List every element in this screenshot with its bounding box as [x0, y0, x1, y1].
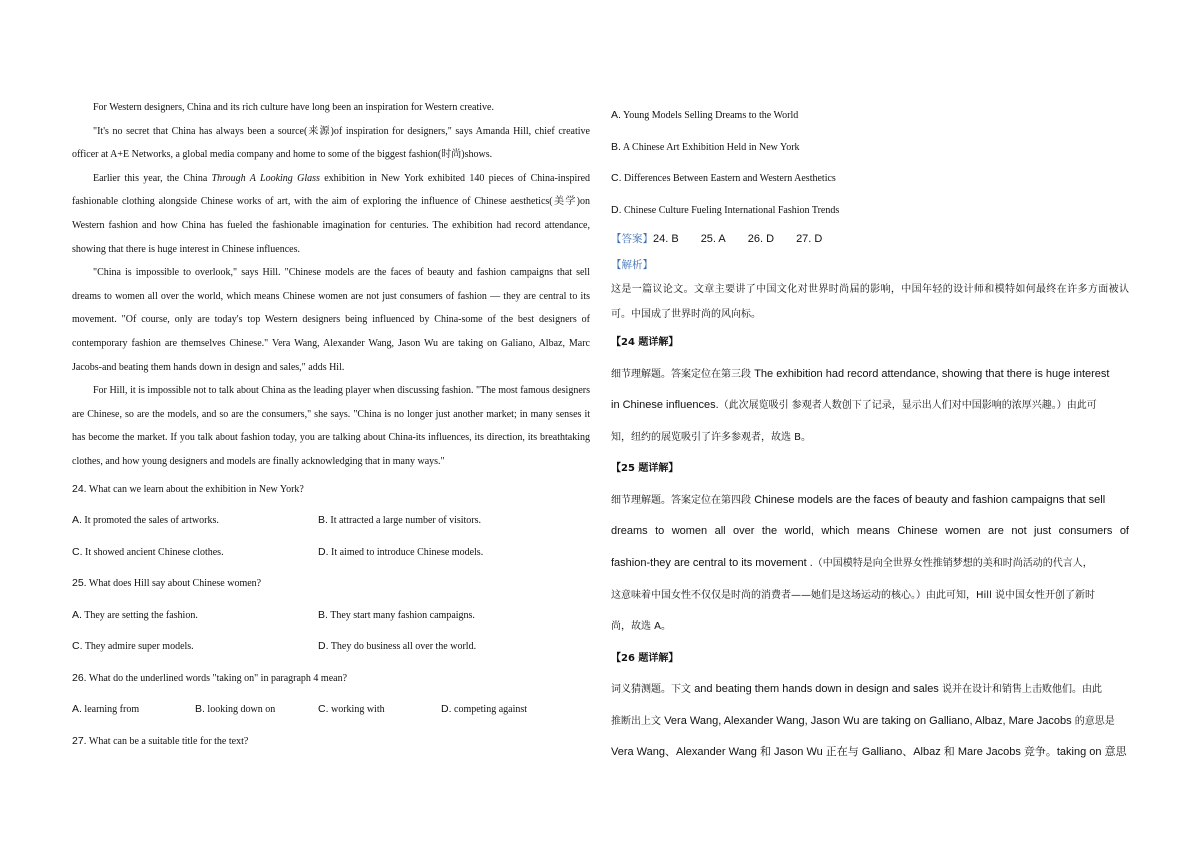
- question-25: [72, 568, 590, 663]
- option-b[interactable]: B. They start many fashion campaigns.: [318, 608, 475, 621]
- passage-paragraph-2: "It's no secret that China has always been a source(来源)of inspiration for designers," says Amanda Hill, chief creative officer at A+E Networks, a global media company and home to some of the biggest fashion(时尚)shows.: [72, 125, 590, 161]
- question-number: 26.: [72, 671, 87, 684]
- option-a[interactable]: A. They are setting the fashion.: [72, 608, 198, 621]
- option-b[interactable]: B. looking down on: [195, 703, 276, 715]
- paragraph-3-end: exhibition in New York exhibited 140 pieces of China-inspired fashionable clothing alongside Chinese works of art, with the aim of exploring the influence of Chinese aesthetics(美学)on Western fashion and how China has fueled the fashionable imagination for centuries. The exhibition had record attendance, showing that there is huge interest in Chinese influences.: [72, 172, 591, 255]
- answer-key: [611, 226, 1129, 253]
- option-c[interactable]: C. working with: [318, 703, 385, 715]
- paragraph-3-start: Earlier this year, the China: [93, 172, 212, 184]
- option-c[interactable]: C. They admire super models.: [72, 640, 194, 652]
- q25-detail: 细节理解题。答案定位在第四段 Chinese models are the faces of beauty and fashion campaigns that sell dreams to women all over the world, which means Chinese women are not just consumers of fashion-they are central to its movement .（中国模特是向全世界女性推销梦想的美和时尚活动的代言人， 这意味着中国女性不仅仅是时尚的消费者——她们是这场运动的核心。）由此可知，Hill 说中国女性开创了新时 尚，故选 A。: [611, 493, 1129, 633]
- question-26: [72, 663, 590, 726]
- question-27: [72, 726, 590, 758]
- question-stem: [72, 663, 590, 695]
- answer-tag: 【答案】: [611, 233, 653, 245]
- passage-paragraph-5: For Hill, it is impossible not to talk about China as the leading player when discussing fashion. "The most famous designers are Chinese, so are the models, and so are the consumers," she says. "China is no longer just another market; in many senses it has become the market. If you talk about fashion today, you are talking about China-its influences, its direction, its breathtaking clothes, and how young designers and models are finally acknowledging that in many ways.": [72, 385, 590, 467]
- option-c[interactable]: C. It showed ancient Chinese clothes.: [72, 545, 224, 558]
- left-column: [72, 96, 590, 757]
- q24-detail-heading: 【24 题详解】: [611, 337, 679, 348]
- option-d[interactable]: D. They do business all over the world.: [318, 640, 477, 652]
- question-stem: [72, 568, 590, 600]
- q26-detail: 词义猜测题。下文 and beating them hands down in design and sales 说并在设计和销售上击败他们。由此 推断出上文 Vera Wang, Alexander Wang, Jason Wu are taking on Galliano, Albaz, Mare Jacobs 的意思是 Vera Wang、Alexander Wang 和 Jason Wu 正在与 Galliano、Albaz 和 Mare Jacobs 竞争。taking on 意思: [611, 683, 1127, 759]
- option-a[interactable]: A. It promoted the sales of artworks.: [72, 514, 219, 526]
- question-number: 24.: [72, 482, 87, 495]
- question-number: 27.: [72, 734, 87, 747]
- question-text: What do the underlined words "taking on" in paragraph 4 mean?: [86, 672, 348, 684]
- passage-paragraph-3: [72, 167, 590, 261]
- option-d[interactable]: D. It aimed to introduce Chinese models.: [318, 545, 484, 558]
- exhibition-title: Through A Looking Glass: [211, 172, 320, 184]
- analysis-summary: 这是一篇议论文。文章主要讲了中国文化对世界时尚届的影响，中国年轻的设计师和模特如何最终在许多方面被认可。中国成了世界时尚的风向标。: [611, 284, 1129, 320]
- question-text: What does Hill say about Chinese women?: [86, 578, 262, 589]
- q25-detail-heading: 【25 题详解】: [611, 463, 679, 475]
- question-27-options: [611, 100, 1129, 226]
- passage-paragraph-4: "China is impossible to overlook," says Hill. "Chinese models are the faces of beauty and fashion campaigns that sell dreams to women all over the world, which means Chinese women are not just consumers of fashion — they are central to its movement. "Of course, only are today's top Western designers being influenced by China-some of the best designers of contemporary fashion are themselves Chinese." Vera Wang, Alexander Wang, Jason Wu are taking on Galiano, Albaz, Marc Jacobs-and beating them hands down in design and sales," adds Hil.: [72, 267, 590, 373]
- option-a[interactable]: A. Young Models Selling Dreams to the World: [611, 109, 799, 121]
- option-d[interactable]: D. Chinese Culture Fueling International Fashion Trends: [611, 203, 840, 216]
- answer-value: 27. D: [796, 233, 823, 245]
- option-a[interactable]: A. learning from: [72, 703, 140, 715]
- question-24: [72, 474, 590, 569]
- answer-value: 25. A: [700, 233, 726, 245]
- option-row: [72, 631, 590, 663]
- q24-detail: 细节理解题。答案定位在第三段 The exhibition had record attendance, showing that there is huge interest in Chinese influences.（此次展览吸引 参观者人数创下了记录，显示出人们对中国影响的浓厚兴趣。）由此可 知，纽约的展览吸引了许多参观者，故选 B。: [611, 367, 1110, 443]
- question-stem: [72, 726, 590, 758]
- option-row: [72, 600, 590, 632]
- option-b[interactable]: B. A Chinese Art Exhibition Held in New York: [611, 140, 800, 153]
- right-column: [611, 100, 1129, 769]
- question-text: What can we learn about the exhibition in New York?: [86, 483, 304, 495]
- option-c[interactable]: C. Differences Between Eastern and Western Aesthetics: [611, 172, 836, 184]
- passage-paragraph-1: For Western designers, China and its rich culture have long been an inspiration for Western creative.: [93, 102, 494, 113]
- question-stem: [72, 474, 590, 506]
- question-text: What can be a suitable title for the text?: [86, 735, 249, 747]
- answer-value: 24. B: [653, 233, 679, 245]
- option-b[interactable]: B. It attracted a large number of visitors.: [318, 514, 482, 526]
- option-d[interactable]: D. competing against: [441, 703, 528, 715]
- analysis-tag: 【解析】: [611, 259, 653, 271]
- answer-value: 26. D: [747, 233, 775, 245]
- question-number: 25.: [72, 577, 87, 589]
- q26-detail-heading: 【26 题详解】: [611, 652, 679, 664]
- option-row: [72, 694, 590, 726]
- option-row: [72, 537, 590, 569]
- option-row: [72, 505, 590, 537]
